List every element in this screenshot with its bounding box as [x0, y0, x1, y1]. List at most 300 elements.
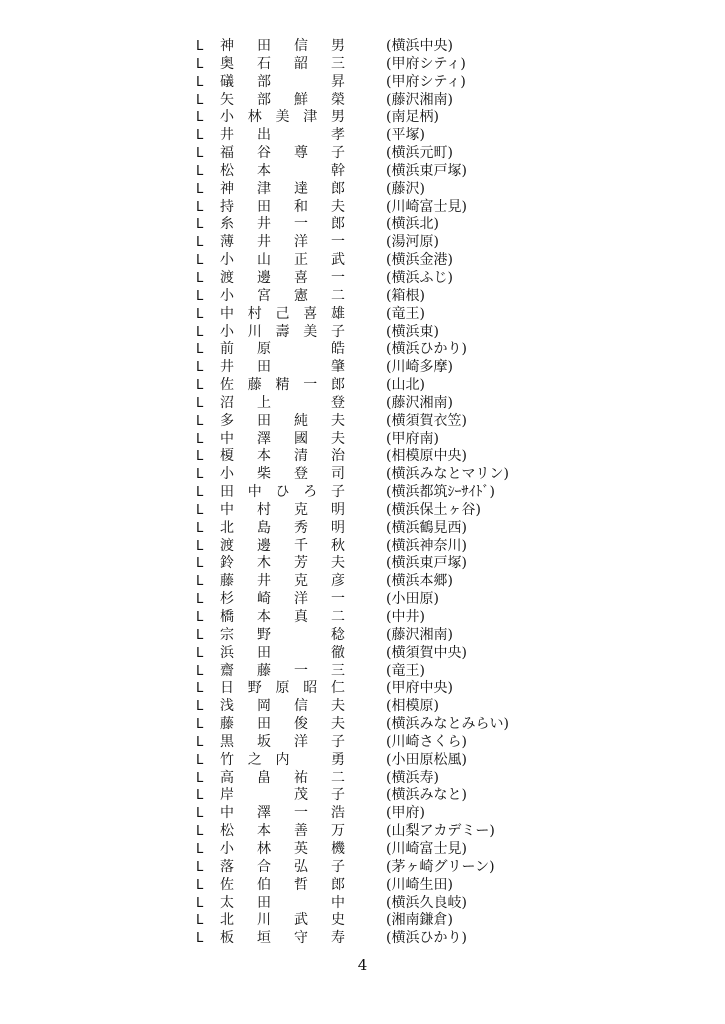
name-character: 克	[294, 501, 308, 518]
member-club: (横浜東)	[386, 323, 439, 340]
name-character: 前	[220, 341, 234, 358]
name-character	[294, 74, 308, 92]
name-character: 雄	[331, 305, 345, 322]
name-character: 皓	[331, 341, 345, 358]
name-character: 鮮	[294, 91, 308, 108]
member-name	[220, 431, 345, 449]
list-item	[0, 109, 725, 127]
member-name	[220, 484, 345, 502]
name-character: 神	[220, 180, 234, 197]
name-character: 子	[331, 484, 345, 501]
member-name	[220, 805, 345, 823]
name-character: 高	[220, 769, 234, 786]
name-character: 徹	[331, 644, 345, 661]
name-character: 井	[257, 216, 271, 233]
name-character: 郎	[331, 180, 345, 197]
name-character: 夫	[331, 430, 345, 447]
name-character: 憲	[294, 287, 308, 304]
name-character: 秋	[331, 537, 345, 554]
member-name	[220, 734, 345, 752]
name-character: 中	[247, 484, 262, 501]
member-club: (甲府シティ)	[386, 55, 466, 72]
member-name	[220, 680, 345, 698]
name-character: 礒	[220, 73, 234, 90]
member-name	[220, 199, 345, 217]
member-prefix: L	[196, 895, 204, 911]
name-character: 本	[257, 609, 271, 625]
member-club: (横浜中央)	[386, 38, 453, 54]
name-character: 一	[303, 377, 318, 394]
member-prefix: L	[196, 770, 204, 786]
member-club: (横浜元町)	[386, 145, 453, 162]
name-character: 肇	[331, 359, 345, 376]
list-item	[0, 734, 725, 752]
name-character: 川	[247, 323, 262, 340]
name-character: 子	[331, 145, 345, 162]
name-character: 夫	[331, 698, 345, 715]
name-character: 林	[257, 840, 271, 857]
list-item	[0, 341, 725, 359]
name-character: 仁	[331, 680, 345, 697]
member-name	[220, 502, 345, 520]
name-character: 奥	[220, 55, 234, 72]
member-prefix: L	[196, 610, 204, 625]
name-character: 二	[331, 287, 345, 304]
name-character: 克	[294, 573, 308, 590]
member-prefix: L	[196, 734, 204, 750]
list-item	[0, 805, 725, 823]
name-character: 芳	[294, 555, 308, 572]
member-prefix: L	[196, 913, 204, 929]
name-character: 竹	[220, 751, 234, 768]
list-item	[0, 38, 725, 56]
name-character: 柴	[257, 466, 271, 483]
name-character: 守	[294, 930, 308, 947]
name-character: 黒	[220, 733, 234, 750]
list-item	[0, 324, 725, 342]
member-club: (竜王)	[386, 305, 425, 322]
member-prefix: L	[196, 645, 204, 661]
name-character: 田	[220, 484, 234, 501]
name-character: 福	[220, 145, 234, 162]
list-item	[0, 163, 725, 181]
name-character	[294, 359, 308, 377]
name-character: 糸	[220, 216, 234, 233]
member-club: (藤沢湘南)	[386, 626, 453, 643]
member-name	[220, 591, 345, 609]
list-item	[0, 752, 725, 770]
member-prefix: L	[196, 449, 204, 465]
name-character: 弘	[294, 858, 308, 875]
name-character: 橋	[220, 609, 234, 625]
member-name	[220, 520, 345, 538]
member-name	[220, 609, 345, 627]
name-character: 北	[220, 912, 234, 929]
member-name	[220, 270, 345, 288]
member-name	[220, 74, 345, 92]
name-character: 田	[257, 644, 271, 661]
name-character: 本	[257, 823, 271, 840]
name-character: 茂	[294, 787, 308, 804]
name-character: 井	[257, 573, 271, 590]
member-prefix: L	[196, 56, 204, 72]
name-character: 一	[294, 216, 308, 233]
member-club: (横浜みなと)	[386, 787, 467, 804]
member-prefix: L	[196, 270, 204, 286]
name-character: 男	[331, 38, 345, 54]
member-prefix: L	[196, 431, 204, 447]
list-item	[0, 627, 725, 645]
name-character: 岸	[220, 787, 234, 804]
member-club: (南足柄)	[386, 109, 439, 126]
name-character: 林	[247, 109, 262, 126]
name-character: 昇	[331, 73, 345, 90]
name-character	[294, 127, 308, 145]
name-character: 部	[257, 91, 271, 108]
member-club: (横浜ひかり)	[386, 341, 467, 358]
member-name	[220, 698, 345, 716]
name-character: 美	[275, 109, 290, 126]
member-club: (川崎富士見)	[386, 840, 467, 857]
name-character: 一	[331, 591, 345, 608]
name-character	[294, 895, 308, 913]
name-character: 坂	[257, 733, 271, 750]
member-name	[220, 841, 345, 859]
list-item	[0, 859, 725, 877]
member-name	[220, 306, 345, 324]
name-character: 松	[220, 823, 234, 840]
member-prefix: L	[196, 699, 204, 715]
member-prefix: L	[196, 342, 204, 358]
name-character: 子	[331, 787, 345, 804]
list-item	[0, 484, 725, 502]
list-item	[0, 716, 725, 734]
name-character: 木	[257, 555, 271, 572]
name-character: 島	[257, 519, 271, 536]
name-character: 薄	[220, 234, 234, 251]
name-character: 洋	[294, 733, 308, 750]
list-item	[0, 216, 725, 234]
name-character: 小	[220, 109, 234, 126]
member-name	[220, 466, 345, 484]
member-name	[220, 38, 345, 56]
list-item	[0, 359, 725, 377]
name-character: 治	[331, 448, 345, 465]
name-character: 男	[331, 109, 345, 126]
name-character: 祐	[294, 769, 308, 786]
member-prefix: L	[196, 467, 204, 483]
list-item	[0, 841, 725, 859]
name-character: 機	[331, 840, 345, 857]
name-character: 郎	[331, 876, 345, 893]
member-club: (山梨アカデミー)	[386, 823, 495, 840]
member-prefix: L	[196, 502, 204, 518]
name-character: 之	[247, 751, 262, 768]
name-character: 國	[294, 430, 308, 447]
name-character: 尊	[294, 145, 308, 162]
name-character: 登	[331, 394, 345, 411]
name-character: 田	[257, 198, 271, 215]
member-club: (横浜神奈川)	[386, 537, 467, 554]
list-item	[0, 787, 725, 805]
list-item	[0, 770, 725, 788]
name-character: 真	[294, 609, 308, 625]
member-prefix: L	[196, 627, 204, 643]
name-character: 郎	[331, 216, 345, 233]
member-club: (横浜久良岐)	[386, 894, 467, 911]
name-character: 万	[331, 823, 345, 840]
member-name	[220, 234, 345, 252]
list-item	[0, 823, 725, 841]
name-character: 邊	[257, 537, 271, 554]
name-character: 部	[257, 73, 271, 90]
member-name	[220, 56, 345, 74]
member-prefix: L	[196, 395, 204, 411]
name-character: 多	[220, 412, 234, 429]
member-prefix: L	[196, 181, 204, 197]
name-character: 喜	[303, 305, 318, 322]
member-name	[220, 645, 345, 663]
name-character: 二	[331, 609, 345, 625]
member-club: (甲府南)	[386, 430, 439, 447]
member-name	[220, 716, 345, 734]
name-character: 哲	[294, 876, 308, 893]
member-prefix: L	[196, 253, 204, 269]
member-name	[220, 448, 345, 466]
member-name	[220, 770, 345, 788]
name-character: 落	[220, 858, 234, 875]
member-prefix: L	[196, 520, 204, 536]
name-character: 本	[257, 162, 271, 179]
name-character: 岡	[257, 698, 271, 715]
member-prefix: L	[196, 199, 204, 215]
member-prefix: L	[196, 306, 204, 322]
member-club: (横浜金港)	[386, 252, 453, 269]
member-name	[220, 92, 345, 110]
member-name	[220, 127, 345, 145]
name-character: 伯	[257, 876, 271, 893]
name-character: 渡	[220, 537, 234, 554]
member-name	[220, 324, 345, 342]
name-character: 二	[331, 769, 345, 786]
member-club: (横浜みなとマリン)	[386, 466, 509, 483]
name-character: 原	[275, 680, 290, 697]
member-name	[220, 859, 345, 877]
member-club: (横浜北)	[386, 216, 439, 233]
member-club: (横浜東戸塚)	[386, 555, 467, 572]
name-character	[294, 627, 308, 645]
name-character: 浜	[220, 644, 234, 661]
member-name	[220, 930, 345, 948]
name-character: 田	[257, 894, 271, 911]
name-character: 佐	[220, 876, 234, 893]
member-prefix: L	[196, 324, 204, 340]
name-character: 鈴	[220, 555, 234, 572]
name-character: 一	[294, 662, 308, 679]
member-name	[220, 663, 345, 681]
name-character: 田	[257, 412, 271, 429]
list-item	[0, 92, 725, 110]
name-character: 幹	[331, 162, 345, 179]
member-club: (小田原)	[386, 591, 439, 608]
member-club: (横浜鶴見西)	[386, 519, 467, 536]
name-character: 彦	[331, 573, 345, 590]
name-character: 藤	[247, 377, 262, 394]
name-character: 中	[220, 805, 234, 822]
list-item	[0, 431, 725, 449]
name-character: 武	[331, 252, 345, 269]
name-character: 小	[220, 323, 234, 340]
name-character	[294, 645, 308, 663]
name-character: 杉	[220, 591, 234, 608]
member-prefix: L	[196, 574, 204, 590]
member-club: (相模原中央)	[386, 448, 467, 465]
name-character: 田	[257, 38, 271, 54]
member-name	[220, 216, 345, 234]
name-character: 信	[294, 698, 308, 715]
list-item	[0, 645, 725, 663]
member-club: (横浜寿)	[386, 769, 439, 786]
name-character	[294, 341, 308, 359]
name-character: 勇	[331, 751, 345, 768]
name-character: 出	[257, 127, 271, 144]
name-character: 稔	[331, 626, 345, 643]
list-item	[0, 288, 725, 306]
list-item	[0, 181, 725, 199]
name-character: 三	[331, 662, 345, 679]
list-item	[0, 448, 725, 466]
member-prefix: L	[196, 235, 204, 251]
name-character: 浅	[220, 698, 234, 715]
name-character: 田	[257, 716, 271, 733]
name-character: 明	[331, 501, 345, 518]
list-item	[0, 234, 725, 252]
name-character: 川	[257, 912, 271, 929]
member-prefix: L	[196, 788, 204, 804]
name-character: 津	[257, 180, 271, 197]
name-character: 井	[220, 127, 234, 144]
member-name	[220, 359, 345, 377]
name-character: 小	[220, 466, 234, 483]
name-character: 合	[257, 858, 271, 875]
name-character: 内	[275, 751, 290, 768]
name-character: 中	[331, 894, 345, 911]
list-item	[0, 270, 725, 288]
member-club: (藤沢湘南)	[386, 394, 453, 411]
list-item	[0, 145, 725, 163]
name-character: 佐	[220, 377, 234, 394]
member-prefix: L	[196, 217, 204, 233]
member-name	[220, 181, 345, 199]
list-item	[0, 538, 725, 556]
name-character: 崎	[257, 591, 271, 608]
name-character: 夫	[331, 555, 345, 572]
name-character: 村	[247, 305, 262, 322]
member-club: (川崎さくら)	[386, 733, 467, 750]
name-character: 中	[220, 430, 234, 447]
name-character: 千	[294, 537, 308, 554]
member-name	[220, 573, 345, 591]
member-prefix: L	[196, 663, 204, 679]
name-character: 秀	[294, 519, 308, 536]
member-prefix: L	[196, 92, 204, 108]
name-character: 榎	[220, 448, 234, 465]
name-character: 史	[331, 912, 345, 929]
member-prefix: L	[196, 146, 204, 162]
member-list	[0, 38, 725, 948]
member-club: (湘南鎌倉)	[386, 912, 453, 929]
name-character: 三	[331, 55, 345, 72]
list-item	[0, 680, 725, 698]
name-character: 一	[331, 269, 345, 286]
name-character: 山	[257, 252, 271, 269]
name-character: 矢	[220, 91, 234, 108]
name-character: 純	[294, 412, 308, 429]
name-character: 村	[257, 501, 271, 518]
name-character: 登	[294, 466, 308, 483]
member-club: (横浜東戸塚)	[386, 162, 467, 179]
member-club: (茅ヶ崎グリーン)	[386, 858, 495, 875]
name-character: 郎	[331, 377, 345, 394]
member-club: (甲府シティ)	[386, 73, 466, 90]
name-character: 己	[275, 305, 290, 322]
list-item	[0, 199, 725, 217]
name-character: 澤	[257, 430, 271, 447]
name-character: 邊	[257, 269, 271, 286]
member-club: (横須賀衣笠)	[386, 412, 467, 429]
name-character: ひ	[275, 484, 290, 501]
name-character: 沼	[220, 394, 234, 411]
name-character: 浩	[331, 805, 345, 822]
member-club: (湯河原)	[386, 234, 439, 251]
list-item	[0, 74, 725, 92]
member-name	[220, 538, 345, 556]
member-prefix: L	[196, 824, 204, 840]
member-prefix: L	[196, 74, 204, 90]
member-prefix: L	[196, 556, 204, 572]
name-character: 夫	[331, 412, 345, 429]
member-prefix: L	[196, 806, 204, 822]
name-character: 壽	[275, 323, 290, 340]
member-prefix: L	[196, 859, 204, 875]
name-character: 井	[220, 359, 234, 376]
member-name	[220, 288, 345, 306]
name-character: 宮	[257, 287, 271, 304]
name-character: 野	[247, 680, 262, 697]
name-character: 信	[294, 38, 308, 54]
name-character: 達	[294, 180, 308, 197]
name-character: 板	[220, 930, 234, 947]
name-character: 夫	[331, 198, 345, 215]
list-item	[0, 502, 725, 520]
name-character: 渡	[220, 269, 234, 286]
list-item	[0, 895, 725, 913]
member-club: (横須賀中央)	[386, 644, 467, 661]
name-character: 畠	[257, 769, 271, 786]
list-item	[0, 573, 725, 591]
page-number: 4	[357, 956, 368, 974]
member-name	[220, 787, 345, 805]
member-prefix: L	[196, 163, 204, 179]
member-name	[220, 109, 345, 127]
member-club: (横浜みなとみらい)	[386, 716, 509, 733]
name-character: 石	[257, 55, 271, 72]
name-character: ろ	[303, 484, 318, 501]
name-character: 清	[294, 448, 308, 465]
member-name	[220, 395, 345, 413]
member-prefix: L	[196, 841, 204, 857]
list-item	[0, 413, 725, 431]
